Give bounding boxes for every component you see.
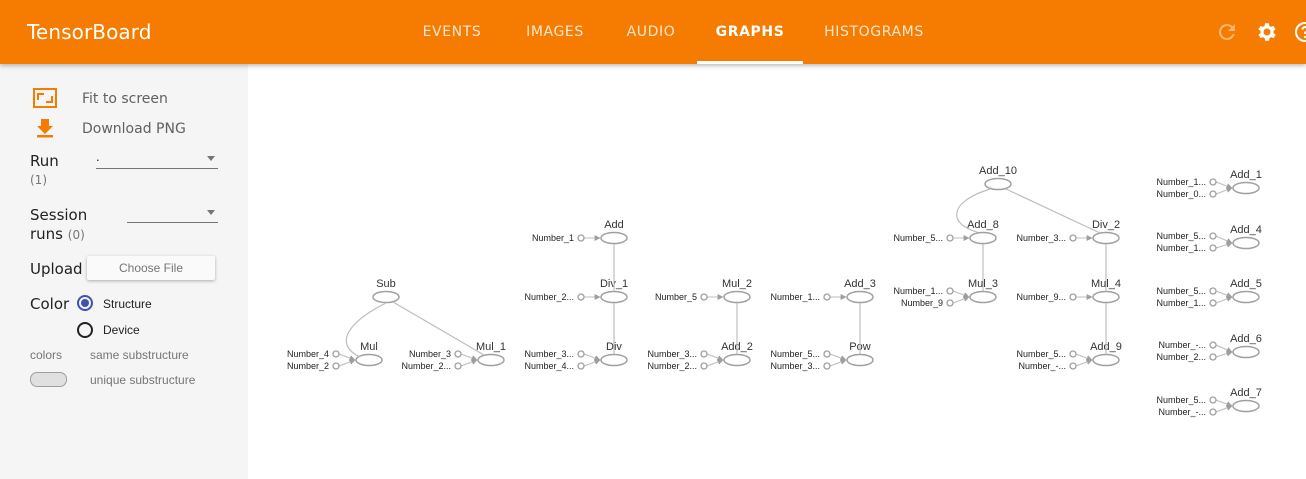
input-edge [461,360,477,366]
colors-legend-label: colors [30,348,63,362]
const-label: Number_5... [893,233,943,243]
const-label: Number_-... [1158,340,1206,350]
run-dropdown[interactable] [96,149,218,169]
op-node-mul-2[interactable] [724,292,750,303]
device-radio-label[interactable]: Device [103,323,140,337]
const-label: Number_2 [286,361,329,371]
const-label: Number_5... [1016,349,1066,359]
op-node-div-1[interactable] [601,292,627,303]
const-node[interactable] [1210,245,1216,251]
const-label: Number_9... [1016,292,1066,302]
const-node[interactable] [578,363,584,369]
op-node-mul-1[interactable] [478,355,504,366]
const-node[interactable] [947,288,953,294]
op-node-add-10[interactable] [985,179,1011,190]
help-icon[interactable] [1293,20,1306,44]
const-node[interactable] [1210,191,1216,197]
sidebar [0,64,248,479]
choose-file-button[interactable]: Choose File [87,256,215,280]
const-node[interactable] [1210,300,1216,306]
op-node-add-2[interactable] [724,355,750,366]
const-node[interactable] [578,235,584,241]
const-label: Number_3... [524,349,574,359]
const-label: Number_5... [1156,395,1206,405]
input-edge [953,297,969,303]
const-label: Number_2... [401,361,451,371]
const-label: Number_2... [647,361,697,371]
op-node-add[interactable] [601,233,627,244]
const-label: Number_9 [900,298,943,308]
const-label: Number_4... [524,361,574,371]
input-edge [1216,182,1232,188]
tab-graphs[interactable]: GRAPHS [715,24,785,40]
const-node[interactable] [455,351,461,357]
const-label: Number_1... [1156,243,1206,253]
op-node-div[interactable] [601,355,627,366]
op-label: Mul_2 [722,278,752,290]
op-label: Add_6 [1230,333,1262,345]
input-edge [1216,297,1232,303]
fit-to-screen-icon[interactable] [33,86,57,110]
session-runs-dropdown[interactable] [127,203,218,223]
run-dropdown-value: . [96,149,100,164]
op-label: Pow [849,341,871,353]
op-label: Add_4 [1230,224,1262,236]
input-edge [707,360,723,366]
tab-events[interactable]: EVENTS [422,24,482,40]
const-node[interactable] [701,294,707,300]
dropdown-arrow-icon [207,156,215,161]
const-node[interactable] [947,235,953,241]
const-node[interactable] [1070,235,1076,241]
input-edge [339,354,355,360]
op-label: Mul_1 [476,341,506,353]
op-node-pow[interactable] [847,355,873,366]
session-label: Session [30,206,88,224]
op-node-mul[interactable] [356,355,382,366]
op-label: Mul_3 [968,278,998,290]
edge-add_10-div_2 [1006,189,1100,233]
run-count: (1) [30,173,47,187]
download-png-button[interactable]: Download PNG [82,121,186,137]
const-label: Number_0... [1156,189,1206,199]
const-node[interactable] [1210,354,1216,360]
op-label: Div_2 [1091,219,1121,231]
input-edge [1216,243,1232,248]
const-label: Number_3... [647,349,697,359]
op-node-add-3[interactable] [847,292,873,303]
input-edge [584,360,600,366]
input-edge [461,354,477,360]
const-label: Number_1... [770,292,820,302]
const-node[interactable] [1070,351,1076,357]
device-radio[interactable] [77,322,93,338]
op-node-add-6[interactable] [1233,347,1259,358]
input-edge [1216,236,1232,243]
op-node-mul-4[interactable] [1093,292,1119,303]
const-label: Number_2... [1156,352,1206,362]
unique-substructure-swatch [30,372,67,387]
const-node[interactable] [455,363,461,369]
op-node-add-9[interactable] [1093,355,1119,366]
const-node[interactable] [578,351,584,357]
const-label: Number_2... [524,292,574,302]
input-edge [1216,291,1232,297]
const-label: Number_-... [1018,361,1066,371]
tab-histograms[interactable]: HISTOGRAMS [824,24,924,40]
top-app-bar [0,0,1306,64]
op-label: Sub [376,278,396,290]
const-label: Number_5 [654,292,697,302]
graph-canvas[interactable] [248,64,1306,479]
active-tab-indicator [697,61,803,64]
const-label: Number_4 [286,349,329,359]
const-label: Number_3... [1016,233,1066,243]
edge-sub-mul_1 [393,302,484,355]
op-label: Mul_4 [1091,278,1121,290]
op-label: Add [604,219,624,231]
const-label: Number_5... [1156,286,1206,296]
const-label: Number_1 [531,233,574,243]
op-label: Add_8 [967,219,999,231]
const-node[interactable] [1210,409,1216,415]
const-node[interactable] [824,294,830,300]
const-label: Number_-... [1158,407,1206,417]
color-label: Color [30,295,70,313]
const-node[interactable] [578,294,584,300]
const-node[interactable] [701,363,707,369]
app-title: TensorBoard [27,20,152,44]
const-node[interactable] [1210,288,1216,294]
op-node-add-8[interactable] [970,233,996,244]
input-edge [584,354,600,360]
op-label: Div_1 [599,278,629,290]
const-label: Number_1... [893,286,943,296]
input-edge [707,354,723,360]
tab-images[interactable]: IMAGES [526,24,584,40]
const-node[interactable] [1210,342,1216,348]
op-label: Add_1 [1230,169,1262,181]
session-runs-label [30,225,85,243]
unique-substructure-label: unique substructure [90,373,196,387]
structure-radio-label[interactable]: Structure [103,297,152,311]
input-edge [830,354,846,360]
const-node[interactable] [1210,397,1216,403]
const-node[interactable] [1070,363,1076,369]
op-node-add-5[interactable] [1233,292,1259,303]
const-node[interactable] [824,351,830,357]
refresh-icon[interactable] [1215,20,1239,44]
op-node-sub[interactable] [373,292,399,303]
const-node[interactable] [333,363,339,369]
op-node-mul-3[interactable] [970,292,996,303]
op-label: Add_5 [1230,278,1262,290]
input-edge [1216,400,1232,406]
const-node[interactable] [333,351,339,357]
const-label: Number_3... [770,361,820,371]
op-node-add-4[interactable] [1233,238,1259,249]
const-label: Number_5... [1156,231,1206,241]
op-label: Div [606,341,622,353]
const-node[interactable] [1210,179,1216,185]
const-node[interactable] [947,300,953,306]
input-edge [1216,345,1232,352]
dropdown-arrow-icon [207,210,215,215]
structure-radio[interactable] [77,295,93,311]
input-edge [339,360,355,366]
input-edge [1216,406,1232,412]
op-node-div-2[interactable] [1093,233,1119,244]
session-count: (0) [67,228,85,242]
upload-label: Upload [30,260,83,278]
graph-svg[interactable] [248,64,1306,479]
fit-to-screen-button[interactable]: Fit to screen [82,91,168,107]
session-runs-word: runs [30,225,63,243]
input-edge [953,291,969,297]
same-substructure-label: same substructure [90,348,189,362]
settings-icon[interactable] [1255,20,1279,44]
const-label: Number_1... [1156,177,1206,187]
run-label: Run [30,152,59,170]
const-label: Number_5... [770,349,820,359]
const-node[interactable] [824,363,830,369]
const-node[interactable] [1070,294,1076,300]
input-edge [830,360,846,366]
input-edge [1076,354,1092,360]
input-edge [1076,360,1092,366]
download-icon[interactable] [33,116,57,140]
op-label: Mul [360,341,378,353]
input-edge [1216,352,1232,357]
tab-audio[interactable]: AUDIO [626,24,676,40]
op-node-add-1[interactable] [1233,183,1259,194]
input-edge [1216,188,1232,194]
op-label: Add_10 [979,165,1017,177]
op-label: Add_3 [844,278,876,290]
op-label: Add_9 [1090,341,1122,353]
const-node[interactable] [1210,233,1216,239]
op-node-add-7[interactable] [1233,401,1259,412]
const-label: Number_1... [1156,298,1206,308]
op-label: Add_2 [721,341,753,353]
const-node[interactable] [701,351,707,357]
const-label: Number_3 [408,349,451,359]
op-label: Add_7 [1230,387,1262,399]
